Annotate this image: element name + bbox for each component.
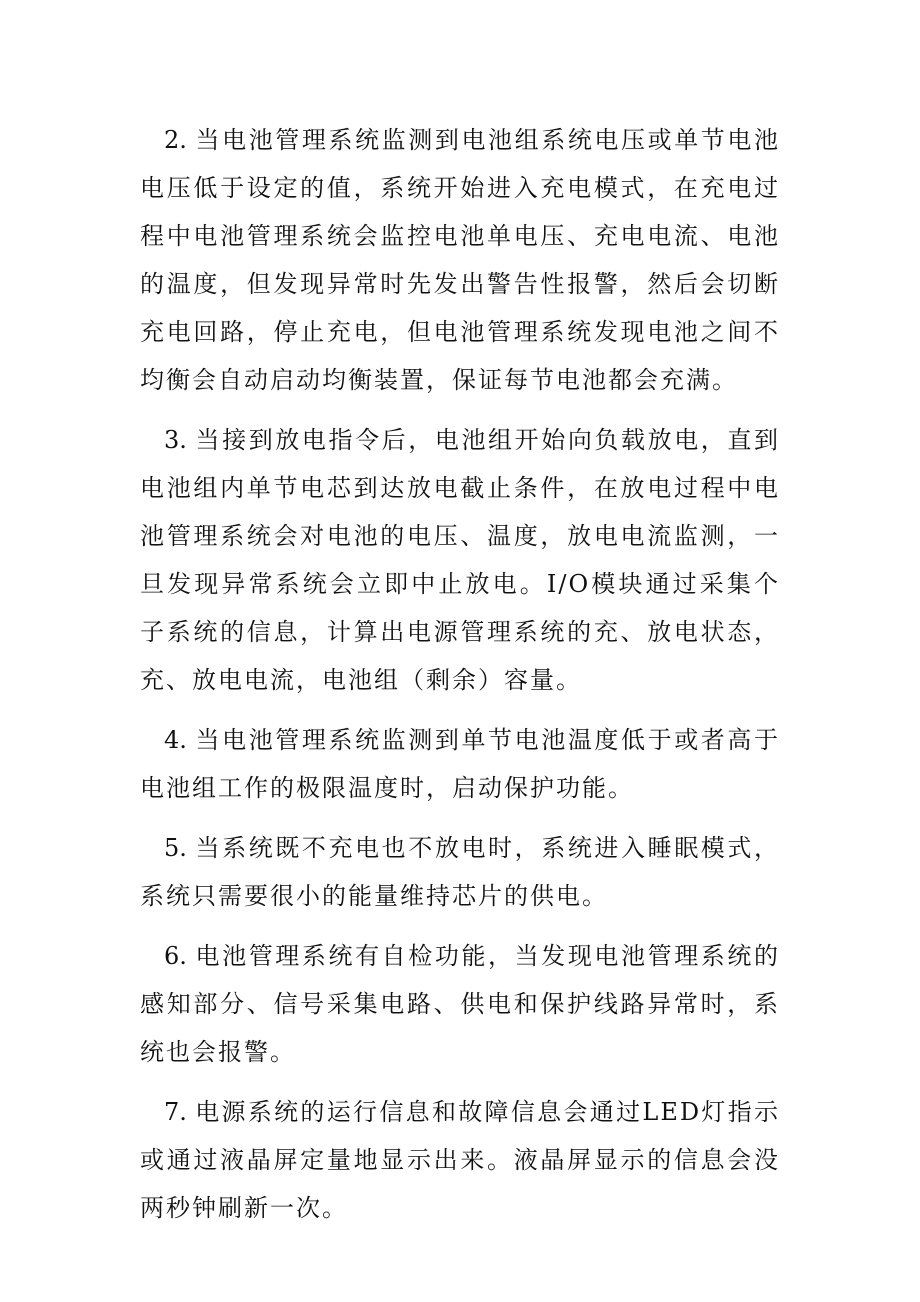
- document-body: [140, 116, 780, 1244]
- paragraph-text: 电池管理系统有自检功能，当发现电池管理系统的感知部分、信号采集电路、供电和保护线路异常时，系统也会报警。: [140, 942, 780, 1066]
- paragraph-number: 5.: [164, 834, 187, 862]
- paragraph-item-7: [140, 1088, 780, 1232]
- paragraph-number: 7.: [164, 1098, 187, 1126]
- paragraph-item-4: [140, 716, 780, 812]
- paragraph-item-3: [140, 416, 780, 704]
- paragraph-item-2: [140, 116, 780, 404]
- paragraph-text: 电源系统的运行信息和故障信息会通过LED灯指示或通过液晶屏定量地显示出来。液晶屏显示的信息会没两秒钟刷新一次。: [140, 1098, 780, 1222]
- paragraph-number: 2.: [164, 126, 187, 154]
- paragraph-text: 当电池管理系统监测到电池组系统电压或单节电池电压低于设定的值，系统开始进入充电模式，在充电过程中电池管理系统会监控电池单电压、充电电流、电池的温度，但发现异常时先发出警告性报警，然后会切断充电回路，停止充电，但电池管理系统发现电池之间不均衡会自动启动均衡装置，保证每节电池都会充满。: [140, 126, 780, 394]
- paragraph-item-5: [140, 824, 780, 920]
- paragraph-text: 当电池管理系统监测到单节电池温度低于或者高于电池组工作的极限温度时，启动保护功能。: [140, 726, 780, 802]
- paragraph-text: 当系统既不充电也不放电时，系统进入睡眠模式，系统只需要很小的能量维持芯片的供电。: [140, 834, 780, 910]
- paragraph-text: 当接到放电指令后，电池组开始向负载放电，直到电池组内单节电芯到达放电截止条件，在放电过程中电池管理系统会对电池的电压、温度，放电电流监测，一旦发现异常系统会立即中止放电。I/O模块通过采集个子系统的信息，计算出电源管理系统的充、放电状态，充、放电电流，电池组（剩余）容量。: [140, 426, 780, 694]
- paragraph-number: 3.: [164, 426, 187, 454]
- paragraph-number: 6.: [164, 942, 187, 970]
- paragraph-item-6: [140, 932, 780, 1076]
- paragraph-number: 4.: [164, 726, 187, 754]
